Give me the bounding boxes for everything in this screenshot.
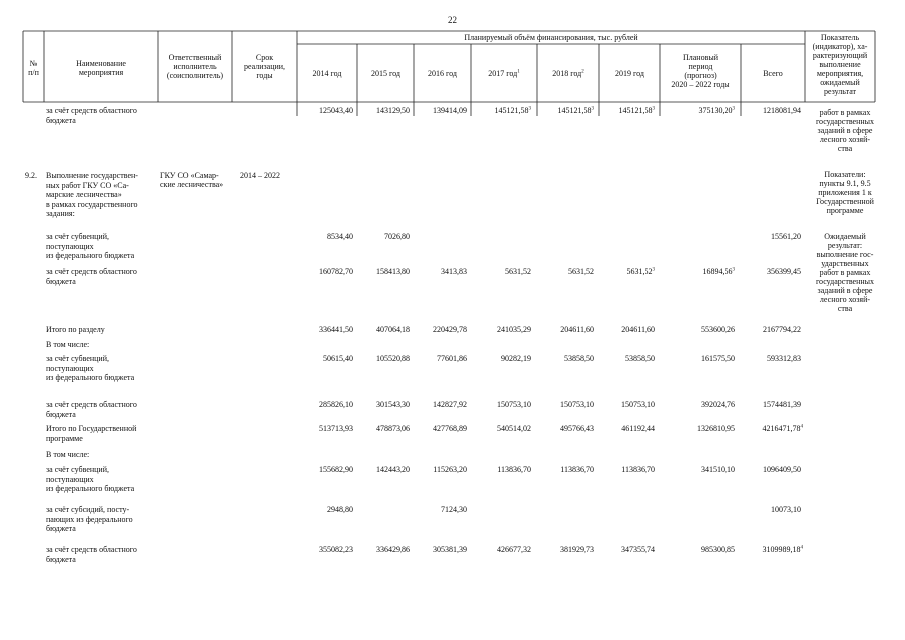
cell-2016: 305381,39 [433,545,467,554]
header-indicator: Показатель (индикатор), ха- рактеризующий выполнение мероприятия, ожидаемый результат [812,33,868,96]
cell-2018: 381929,73 [560,545,594,554]
row-label: В том числе: [46,340,90,349]
row-label: за счёт средств областного бюджета [46,400,137,419]
cell-total: 1096409,50 [763,465,801,474]
indicator-text-2: Показатели: пункты 9.1, 9.5 приложения 1 к Государственной программе [816,170,874,215]
header-executor: Ответственный исполнитель (соисполнитель) [166,53,224,80]
cell-2019: 145121,58$^3$ [618,106,655,115]
cell-plan: 553600,26 [701,325,735,334]
cell-2017: 5631,52 [505,267,531,276]
header-name: Наименование мероприятия [76,59,126,77]
cell-2019: 347355,74 [621,545,655,554]
cell-2014: 355082,23 [319,545,353,554]
header-2015: 2015 год [371,69,400,78]
cell-2015: 142443,20 [376,465,410,474]
cell-2016: 115263,20 [433,465,467,474]
row-label: Выполнение государствен- ных работ ГКУ СО «Са- марские лесничества» в рамках государственного задания: [46,171,138,218]
cell-2017: 113836,70 [497,465,531,474]
cell-2018: 495766,43 [560,424,594,433]
header-2018: 2018 год$^2$ [552,69,584,78]
cell-total: 10073,10 [771,505,801,514]
cell-2019: 113836,70 [621,465,655,474]
table-header [23,31,875,102]
indicator-text-3: Ожидаемый результат: выполнение гос- ударственных работ в рамках государственных заданий в сфере лесного хозяй- ства [815,232,875,313]
cell-plan: 392024,76 [701,400,735,409]
cell-2015: 143129,50 [376,106,410,115]
header-num: № п/п [28,59,39,77]
cell-2014: 336441,50 [319,325,353,334]
cell-2016: 3413,83 [441,267,467,276]
cell-2016: 142827,92 [433,400,467,409]
cell-2016: 77601,86 [437,354,467,363]
cell-total: 356399,45 [767,267,801,276]
row-executor: ГКУ СО «Самар- ские лесничества» [160,171,224,189]
cell-2014: 50615,40 [323,354,353,363]
cell-2015: 7026,80 [384,232,410,241]
cell-2015: 407064,18 [376,325,410,334]
cell-total: 1574481,39 [763,400,801,409]
cell-2018: 145121,58$^3$ [557,106,594,115]
cell-2019: 204611,60 [621,325,655,334]
header-2017: 2017 год$^1$ [488,69,520,78]
row-label: за счёт субвенций, поступающих из федерального бюджета [46,354,135,382]
cell-plan: 985300,85 [701,545,735,554]
header-plan: Плановый период (прогноз) 2020 – 2022 годы [671,53,730,89]
cell-2018: 204611,60 [560,325,594,334]
row-label: за счёт средств областного бюджета [46,106,137,125]
row-label: за счёт средств областного бюджета [46,267,137,286]
cell-2017: 241035,29 [497,325,531,334]
cell-2014: 8534,40 [327,232,353,241]
cell-2019: 150753,10 [621,400,655,409]
cell-2016: 7124,30 [441,505,467,514]
row-label: за счёт средств областного бюджета [46,545,137,564]
cell-2018: 150753,10 [560,400,594,409]
cell-2015: 301543,30 [376,400,410,409]
cell-plan: 16894,56$^3$ [702,267,735,276]
cell-plan: 341510,10 [701,465,735,474]
cell-plan: 1326810,95 [697,424,735,433]
row-label: Итого по Государственной программе [46,424,137,443]
cell-plan: 375130,20$^3$ [698,106,735,115]
cell-2015: 478873,06 [376,424,410,433]
cell-total: 1218081,94 [763,106,801,115]
cell-2016: 427768,89 [433,424,467,433]
cell-2014: 160782,70 [319,267,353,276]
cell-total: 2167794,22 [763,325,801,334]
cell-2017: 90282,19 [501,354,531,363]
row-label: за счёт субсидий, посту- пающих из федерального бюджета [46,505,133,533]
cell-plan: 161575,50 [701,354,735,363]
cell-2015: 105520,88 [376,354,410,363]
row-label: за счёт субвенций, поступающих из федерального бюджета [46,232,135,260]
row-period: 2014 – 2022 [240,171,280,180]
row-number: 9.2. [25,171,37,180]
cell-total: 15561,20 [771,232,801,241]
cell-2014: 513713,93 [319,424,353,433]
row-label: Итого по разделу [46,325,105,334]
header-period: Срок реализации, годы [243,53,286,80]
header-2016: 2016 год [428,69,457,78]
cell-2016: 139414,09 [433,106,467,115]
cell-2019: 461192,44 [621,424,655,433]
cell-2018: 5631,52 [568,267,594,276]
page-number: 22 [448,15,457,25]
cell-2014: 285826,10 [319,400,353,409]
header-2014: 2014 год [312,69,342,78]
indicator-text-1: работ в рамках государственных заданий в сфере лесного хозяй- ства [815,108,875,153]
cell-2017: 150753,10 [497,400,531,409]
header-2019: 2019 год [615,69,644,78]
cell-total: 593312,83 [767,354,801,363]
cell-2014: 125043,40 [319,106,353,115]
row-label: В том числе: [46,450,90,459]
cell-2017: 145121,58$^3$ [494,106,531,115]
header-funding: Планируемый объём финансирования, тыс. рублей [464,33,638,42]
row-label: за счёт субвенций, поступающих из федерального бюджета [46,465,135,493]
cell-2016: 220429,78 [433,325,467,334]
cell-total: 3109989,18$^4$ [762,545,803,554]
cell-2015: 336429,86 [376,545,410,554]
cell-2015: 158413,80 [376,267,410,276]
cell-2017: 540514,02 [497,424,531,433]
cell-2018: 53858,50 [564,354,594,363]
cell-total: 4216471,78$^4$ [762,424,803,433]
cell-2018: 113836,70 [560,465,594,474]
cell-2019: 53858,50 [625,354,655,363]
header-total: Всего [763,69,783,78]
cell-2014: 155682,90 [319,465,353,474]
cell-2017: 426677,32 [497,545,531,554]
cell-2014: 2948,80 [327,505,353,514]
cell-2019: 5631,52$^3$ [626,267,655,276]
